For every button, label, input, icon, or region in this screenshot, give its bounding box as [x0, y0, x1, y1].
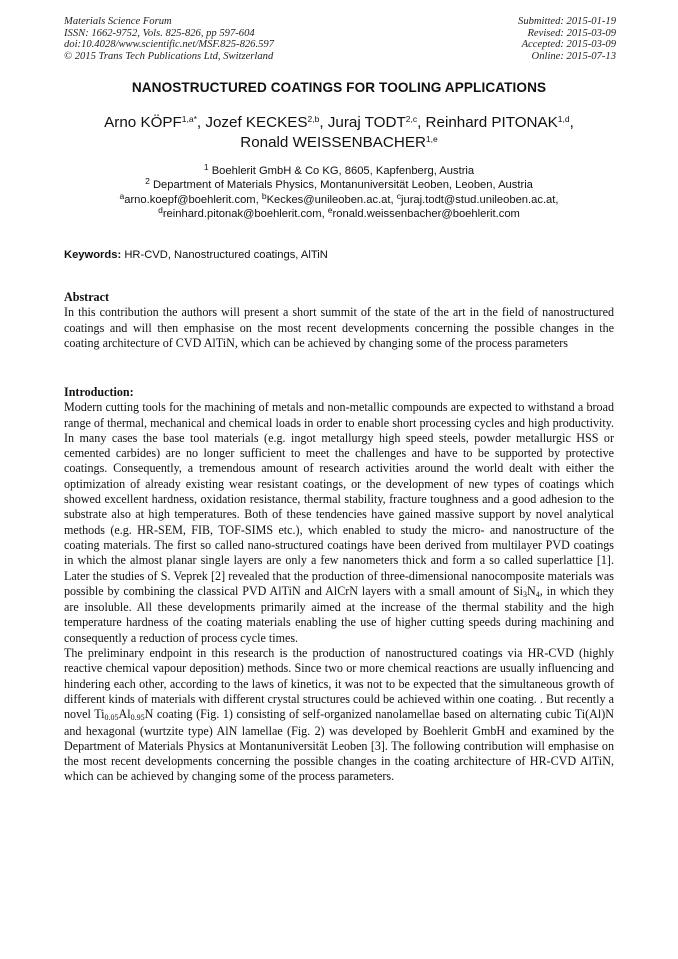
issn-line: ISSN: 1662-9752, Vols. 825-826, pp 597-604 — [64, 27, 255, 39]
paragraph-text: Al — [118, 707, 131, 722]
email-mark: e — [327, 205, 333, 216]
email-link[interactable]: reinhard.pitonak@boehlerit.com, — [162, 208, 325, 221]
email-mark: a — [119, 190, 125, 201]
author-name: Juraj TODT — [327, 114, 406, 131]
doi-link[interactable]: doi:10.4028/www.scientific.net/MSF.825-826.597 — [64, 39, 274, 50]
author-name: Ronald WEISSENBACHER — [240, 134, 426, 151]
introduction-section — [64, 385, 614, 785]
affiliations — [40, 164, 638, 222]
author-affil-mark: 2,b — [307, 114, 320, 124]
subscript: 0.95 — [130, 713, 145, 723]
author-affil-mark: 1,d — [557, 114, 570, 124]
paragraph-text: N — [527, 583, 536, 598]
publication-dates — [518, 16, 616, 62]
subscript: 0.05 — [104, 713, 119, 723]
subscript: 4 — [535, 589, 540, 599]
author-affil-mark: 1,e — [425, 134, 438, 144]
affil-mark: 2 — [145, 176, 150, 187]
email-link[interactable]: juraj.todt@stud.unileoben.ac.at, — [400, 193, 559, 206]
email-link[interactable]: Keckes@unileoben.ac.at, — [266, 193, 394, 206]
keywords-text: HR-CVD, Nanostructured coatings, AlTiN — [124, 249, 328, 261]
introduction-heading: Introduction: — [64, 385, 134, 399]
abstract-section — [64, 290, 614, 351]
email-mark: d — [158, 205, 163, 216]
author-affil-mark: 1,a* — [181, 114, 197, 124]
author-list: Arno $KÖPF^{1,a*}$, Jozef KECKES$^{2,b}$, Juraj TODT$^{2,c}$, Reinhard PITONAK$^{1,d}$, Ronald WEISSENBACHER$^{1,e}$ — [104, 114, 574, 151]
introduction-paragraph-1 — [64, 400, 614, 646]
paper-title: NANOSTRUCTURED COATINGS FOR TOOLING APPLICATIONS — [131, 80, 547, 95]
email-mark: c — [396, 190, 401, 201]
author-name: Arno KÖPF — [104, 114, 182, 131]
affiliation-1: Boehlerit GmbH & Co KG, 8605, Kapfenberg, Austria — [211, 165, 475, 177]
paragraph-text: The preliminary endpoint in this research is the production of nanostructured coatings via HR-CVD (highly reactive chemical vapour deposition) methods. Since two or more chemical reactions are usually influencing and hindering each other, according to the laws of kinetics, it was not to be expected that the simultaneous growth of different kinds of materials with different crystal structures could be achieved within one coating. . But recently a novel Ti — [64, 646, 614, 722]
affiliation-2: Department of Materials Physics, Montanuniversität Leoben, Leoben, Austria — [152, 179, 533, 192]
email-link[interactable]: ronald.weissenbacher@boehlerit.com — [332, 208, 520, 221]
keywords — [64, 249, 328, 261]
accepted-date: Accepted: 2015-03-09 — [521, 39, 616, 50]
copyright-line: © 2015 Trans Tech Publications Ltd, Switzerland — [64, 50, 274, 62]
revised-date: Revised: 2015-03-09 — [527, 27, 616, 39]
paragraph-text: Modern cutting tools for the machining of metals and non-metallic compounds are expected to withstand a broad range of thermal, mechanical and chemical loads in order to enable short processing cycles and high productivity. In many cases the base tool materials (e.g. ingot metallurgy high speed steels, powder metallurgic HSS or cemented carbides) are no longer sufficient to meet the challenges and have to be supported by protective coatings. Consequently, a tremendous amount of research activities around the world dealt with either the optimization of already existing wear resistant coatings, or the development of new types of coatings which showed excellent hardness, oxidation resistance, thermal stability, fracture toughness and a good adhesion to the substrate also at high temperatures. Both of these tendencies have gained massive support by novel analytical methods (e.g. HR-SEM, FIB, TOF-SIMS etc.), which enabled to study the micro- and nanostructure of the coating materials. The first so called nano-structured coatings have been derived from multilayer PVD coatings in which the almost planar single layers are only a few nanometers thick and form a so called superlattice [1]. Later the studies of S. Veprek [2] revealed that the production of three-dimensional nanocomposite materials was possible by combining the classical PVD AlTiN and AlCrN layers with a small amount of Si — [64, 400, 614, 598]
author-name: Jozef KECKES — [205, 114, 308, 131]
journal-name: Materials Science Forum — [64, 16, 172, 27]
abstract-heading: Abstract — [64, 290, 110, 304]
email-mark: b — [261, 190, 267, 201]
author-affil-mark: 2,c — [405, 114, 418, 124]
introduction-paragraph-2 — [64, 646, 614, 785]
paragraph-text: , in which they are insoluble. All these developments primarily aimed at the increase of the thermal stability and the high temperature hardness of the coating materials enabling the use of higher cutting speeds during machining and consequently a reduction of process cycle times. — [64, 583, 614, 645]
journal-metadata — [64, 16, 274, 62]
email-link[interactable]: arno.koepf@boehlerit.com, — [124, 193, 259, 206]
keywords-label: Keywords: — [64, 249, 122, 261]
abstract-text: In this contribution the authors will present a short summit of the state of the art in the field of nanostructured coatings and will then emphasise on the most recent developments concerning the possible changes in the coating architecture of CVD AlTiN, which can be achieved by changing some of the process parameters — [64, 305, 614, 350]
online-date: Online: 2015-07-13 — [531, 50, 616, 62]
subscript: 3 — [523, 589, 528, 599]
submitted-date: Submitted: 2015-01-19 — [518, 16, 616, 27]
paragraph-text: N coating (Fig. 1) consisting of self-organized nanolamellae based on alternating cubic Ti(Al)N and hexagonal (wurtzite type) AlN lamellae (Fig. 2) was developed by Boehlerit GmbH and examined by the Department of Materials Physics at Montanuniversität Leoben [3]. The following contribution will emphasise on the most recent developments concerning the possible changes in the coating architecture of HR-CVD AlTiN, which can be achieved by changing some of the process parameters. — [64, 707, 614, 784]
author-name: Reinhard PITONAK — [425, 114, 558, 131]
affil-mark: 1 — [203, 162, 209, 172]
